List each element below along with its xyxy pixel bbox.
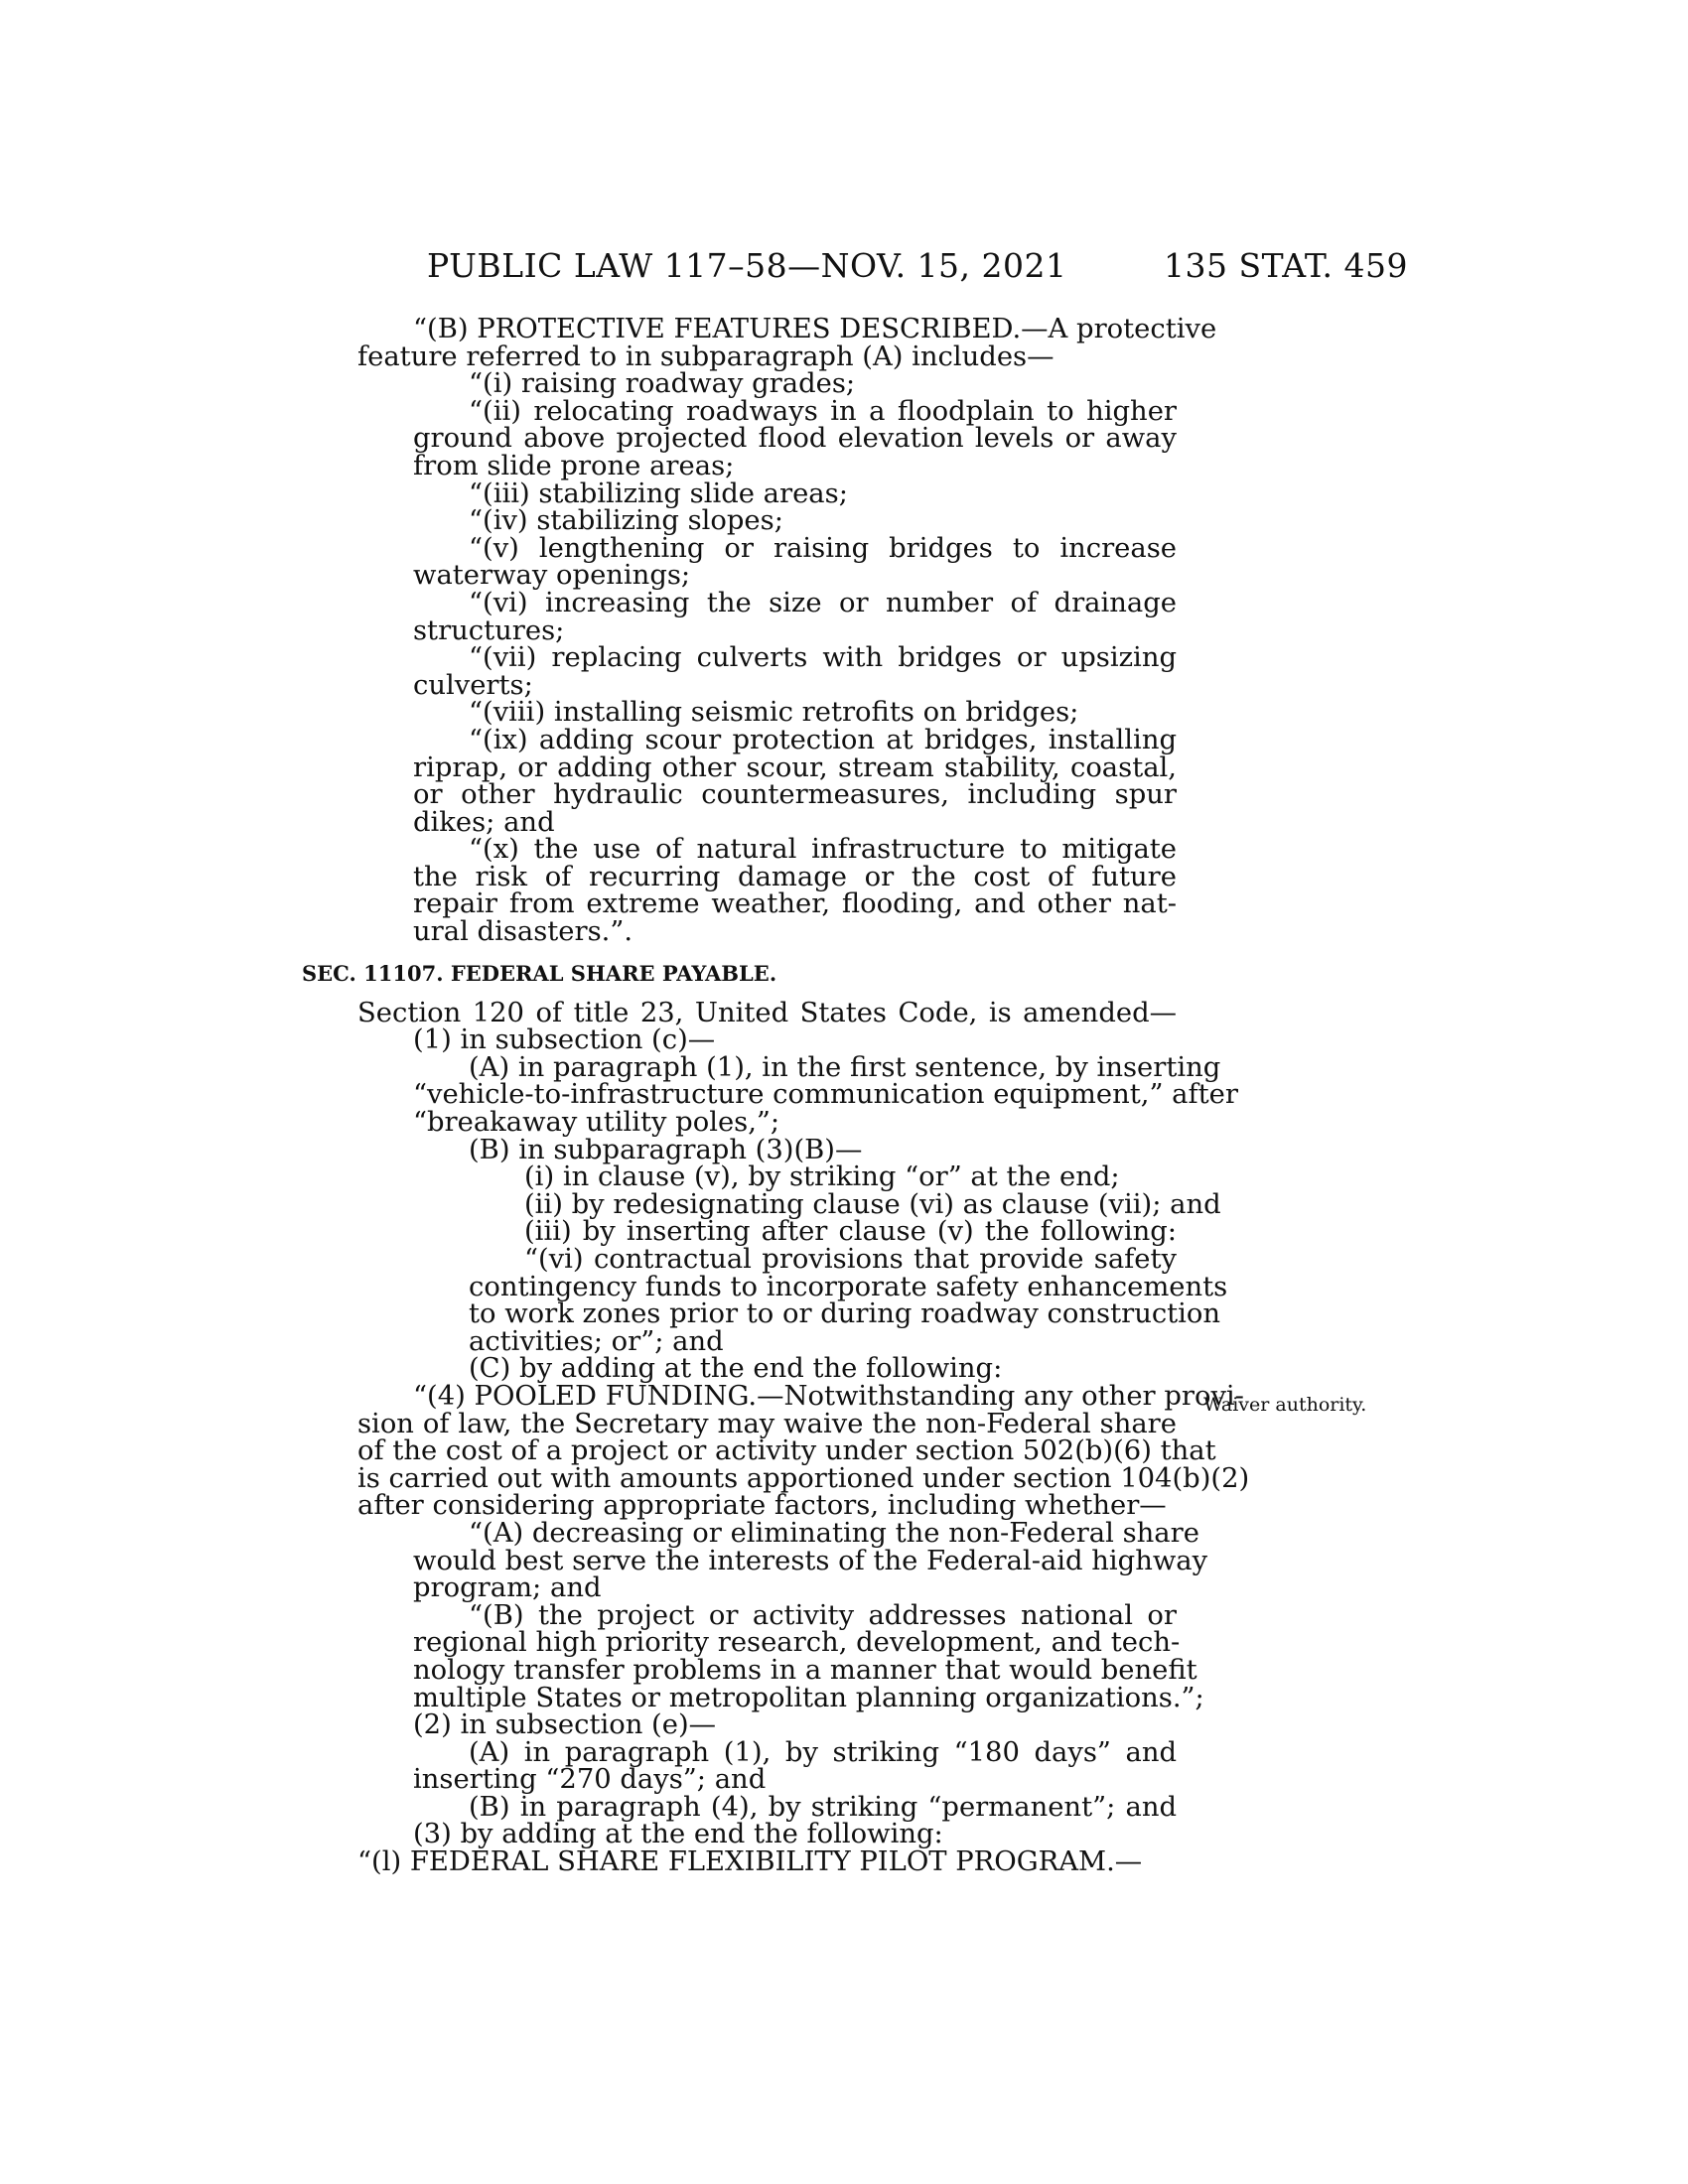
text-line: “(vi) contractual provisions that provide safety xyxy=(524,1244,1177,1275)
text-line: or other hydraulic countermeasures, including spur xyxy=(413,779,1177,811)
running-header-page-number: 135 STAT. 459 xyxy=(1164,246,1408,285)
text-line: (C) by adding at the end the following: xyxy=(469,1353,1003,1385)
text-line: to work zones prior to or during roadway construction xyxy=(469,1298,1221,1330)
text-line: ural disasters.”. xyxy=(413,916,633,948)
text-line: from slide prone areas; xyxy=(413,450,735,481)
text-line: dikes; and xyxy=(413,806,555,838)
text-line: of the cost of a project or activity under section 502(b)(6) that xyxy=(357,1435,1216,1467)
text-line: (1) in subsection (c)— xyxy=(413,1024,716,1056)
text-line: inserting “270 days”; and xyxy=(413,1764,767,1796)
text-line: (iii) by inserting after clause (v) the following: xyxy=(524,1216,1177,1248)
text-line: “(iii) stabilizing slide areas; xyxy=(469,478,848,509)
text-line: “(iv) stabilizing slopes; xyxy=(469,505,783,537)
text-line: “(l) FEDERAL SHARE FLEXIBILITY PILOT PROGRAM.— xyxy=(357,1846,1143,1878)
text-line: multiple States or metropolitan planning organizations.”; xyxy=(413,1682,1204,1713)
text-line: repair from extreme weather, flooding, and other nat- xyxy=(413,888,1177,920)
text-line: “(viii) installing seismic retrofits on bridges; xyxy=(469,697,1079,729)
text-line: Section 120 of title 23, United States Code, is amended— xyxy=(357,997,1177,1028)
text-line: riprap, or adding other scour, stream stability, coastal, xyxy=(413,751,1177,783)
running-header-title: PUBLIC LAW 117–58—NOV. 15, 2021 xyxy=(427,246,1067,285)
text-line: (i) in clause (v), by striking “or” at the end; xyxy=(524,1161,1120,1193)
text-line: program; and xyxy=(413,1572,602,1604)
text-line: the risk of recurring damage or the cost of future xyxy=(413,861,1177,892)
text-line: “breakaway utility poles,”; xyxy=(413,1107,780,1139)
text-line: nology transfer problems in a manner that would benefit xyxy=(413,1654,1197,1686)
text-line: (2) in subsection (e)— xyxy=(413,1709,717,1741)
text-line: (A) in paragraph (1), by striking “180 days” and xyxy=(469,1736,1177,1768)
text-line: sion of law, the Secretary may waive the non-Federal share xyxy=(357,1408,1177,1439)
text-line: “(ix) adding scour protection at bridges, installing xyxy=(469,724,1177,755)
text-line: “(A) decreasing or eliminating the non-Federal share xyxy=(469,1517,1199,1549)
text-line: “(B) the project or activity addresses national or xyxy=(469,1599,1177,1631)
text-line: “(ii) relocating roadways in a floodplain to higher xyxy=(469,395,1177,427)
text-line: contingency funds to incorporate safety enhancements xyxy=(469,1271,1228,1302)
text-line: (B) in subparagraph (3)(B)— xyxy=(469,1134,863,1165)
text-line: regional high priority research, development, and tech- xyxy=(413,1627,1181,1659)
text-line: would best serve the interests of the Federal-aid highway xyxy=(413,1545,1208,1576)
text-line: “(B) PROTECTIVE FEATURES DESCRIBED.—A protective xyxy=(413,314,1217,344)
text-line: (A) in paragraph (1), in the first sentence, by inserting xyxy=(469,1051,1221,1083)
text-line: “(v) lengthening or raising bridges to increase xyxy=(469,532,1177,564)
text-line: “(i) raising roadway grades; xyxy=(469,368,856,400)
text-line: feature referred to in subparagraph (A) includes— xyxy=(357,341,1055,372)
margin-note: Waiver authority. xyxy=(1203,1394,1367,1416)
text-line: “(x) the use of natural infrastructure to mitigate xyxy=(469,834,1177,866)
text-line: waterway openings; xyxy=(413,560,691,592)
text-line: (B) in paragraph (4), by striking “permanent”; and xyxy=(469,1791,1177,1823)
text-line: (3) by adding at the end the following: xyxy=(413,1819,943,1850)
statute-body-text xyxy=(302,314,1250,1878)
text-line: “(4) POOLED FUNDING.—Notwithstanding any other provi- xyxy=(413,1380,1244,1412)
text-line: activities; or”; and xyxy=(469,1325,724,1357)
text-line: “vehicle-to-infrastructure communication equipment,” after xyxy=(413,1079,1238,1111)
section-heading: SEC. 11107. FEDERAL SHARE PAYABLE. xyxy=(302,960,777,986)
text-line: is carried out with amounts apportioned under section 104(b)(2) xyxy=(357,1462,1250,1494)
text-line: (ii) by redesignating clause (vi) as clause (vii); and xyxy=(524,1188,1221,1220)
text-line: “(vi) increasing the size or number of drainage xyxy=(469,587,1177,618)
text-line: culverts; xyxy=(413,669,533,701)
text-line: ground above projected flood elevation levels or away xyxy=(413,423,1177,455)
text-line: after considering appropriate factors, including whether— xyxy=(357,1490,1167,1522)
text-line: structures; xyxy=(413,614,565,646)
text-line: “(vii) replacing culverts with bridges or upsizing xyxy=(469,642,1177,674)
